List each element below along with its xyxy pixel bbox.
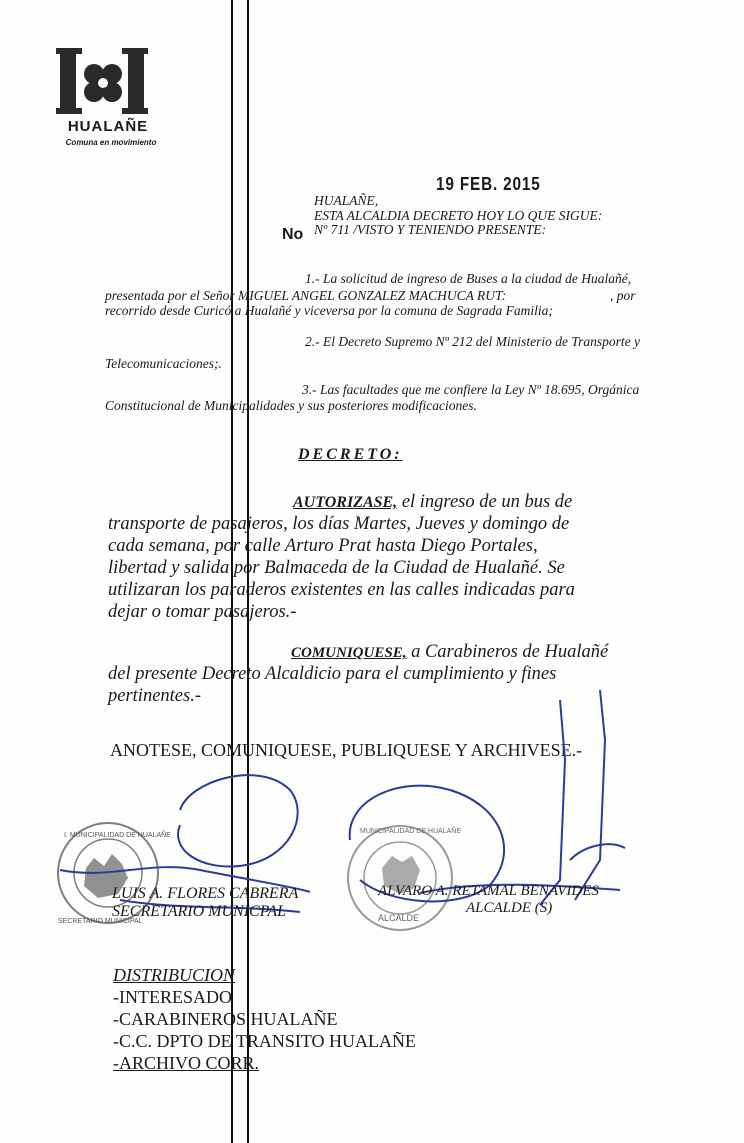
distribution-item-1: -INTERESADO xyxy=(113,987,232,1007)
authorization-line-2: transporte de pasajeros, los días Martes, Jueves y domingo de xyxy=(108,514,570,534)
distribution-heading: DISTRIBUCION xyxy=(113,965,235,985)
consideration-3-line-1: 3.- Las facultades que me confiere la Ley Nº 18.695, Orgánica xyxy=(302,382,640,397)
right-seal-text-top: MUNICIPALIDAD DE HUALAÑE xyxy=(360,828,462,835)
secretary-name: LUIS A. FLORES CABRERA xyxy=(112,885,299,902)
authorization-keyword: AUTORIZASE, xyxy=(293,494,398,511)
communication-line-2: del presente Decreto Alcaldicio para el cumplimiento y fines xyxy=(108,664,557,684)
mayor-name: ALVARO A. RETAMAL BENAVIDES xyxy=(378,883,599,899)
consideration-3-line-2: Constitucional de Municipalidades y sus posteriores modificaciones. xyxy=(105,398,477,413)
authorization-line-6: dejar o tomar pasajeros.- xyxy=(108,602,297,622)
authorization-line-1-text: el ingreso de un bus de xyxy=(397,492,573,512)
distribution-item-3: -C.C. DPTO DE TRANSITO HUALAÑE xyxy=(113,1031,417,1051)
logo-slogan: Comuna en movimiento xyxy=(65,138,157,147)
consideration-2-line-1: 2.- El Decreto Supremo Nº 212 del Ministerio de Transporte y xyxy=(305,334,641,349)
left-seal-text-bottom: SECRETARIO MUNICIPAL xyxy=(58,918,143,925)
consideration-1-line-1: 1.- La solicitud de ingreso de Buses a la ciudad de Hualañé, xyxy=(305,271,632,286)
distribution-item-4: -ARCHIVO CORR. xyxy=(113,1053,260,1073)
consideration-1-line-3: recorrido desde Curicó a Hualañé y viceversa por la comuna de Sagrada Familia; xyxy=(105,303,553,318)
place-name: HUALAÑE, xyxy=(314,193,379,208)
secretary-title: SECRETARIO MUNICPAL xyxy=(112,903,287,920)
communication-line-3: pertinentes.- xyxy=(108,686,201,706)
closing-statement: ANOTESE, COMUNIQUESE, PUBLIQUESE Y ARCHIVESE.- xyxy=(110,740,583,760)
authorization-line-3: cada semana, por calle Arturo Prat hasta Diego Portales, xyxy=(108,536,538,556)
consideration-2-line-2: Telecomunicaciones;. xyxy=(105,356,222,371)
decree-number-line: Nº 711 /VISTO Y TENIENDO PRESENTE: xyxy=(314,222,547,237)
decree-heading: DECRETO: xyxy=(298,446,403,463)
left-seal-text-top: I. MUNICIPALIDAD DE HUALAÑE xyxy=(64,832,171,839)
communication-keyword: COMUNIQUESE, xyxy=(291,645,407,661)
decree-intro: ESTA ALCALDIA DECRETO HOY LO QUE SIGUE: xyxy=(314,208,603,223)
mayor-title: ALCALDE (S) xyxy=(466,900,553,916)
logo-name: HUALAÑE xyxy=(67,118,149,135)
consideration-1-line-2-end: , por xyxy=(610,288,636,303)
communication-line-1-text: a Carabineros de Hualañé xyxy=(406,642,609,662)
distribution-item-2: -CARABINEROS HUALAÑE xyxy=(113,1009,338,1029)
authorization-line-4: libertad y salida por Balmaceda de la Ciudad de Hualañé. Se xyxy=(108,558,565,578)
consideration-1-line-2: presentada por el Señor MIGUEL ANGEL GONZALEZ MACHUCA RUT: xyxy=(105,288,507,303)
right-seal-text-bottom: ALCALDE xyxy=(378,913,420,923)
authorization-line-5: utilizaran los paraderos existentes en las calles indicadas para xyxy=(108,580,575,600)
date-stamp: 19 FEB. 2015 xyxy=(436,174,541,194)
number-label: No xyxy=(282,226,304,243)
